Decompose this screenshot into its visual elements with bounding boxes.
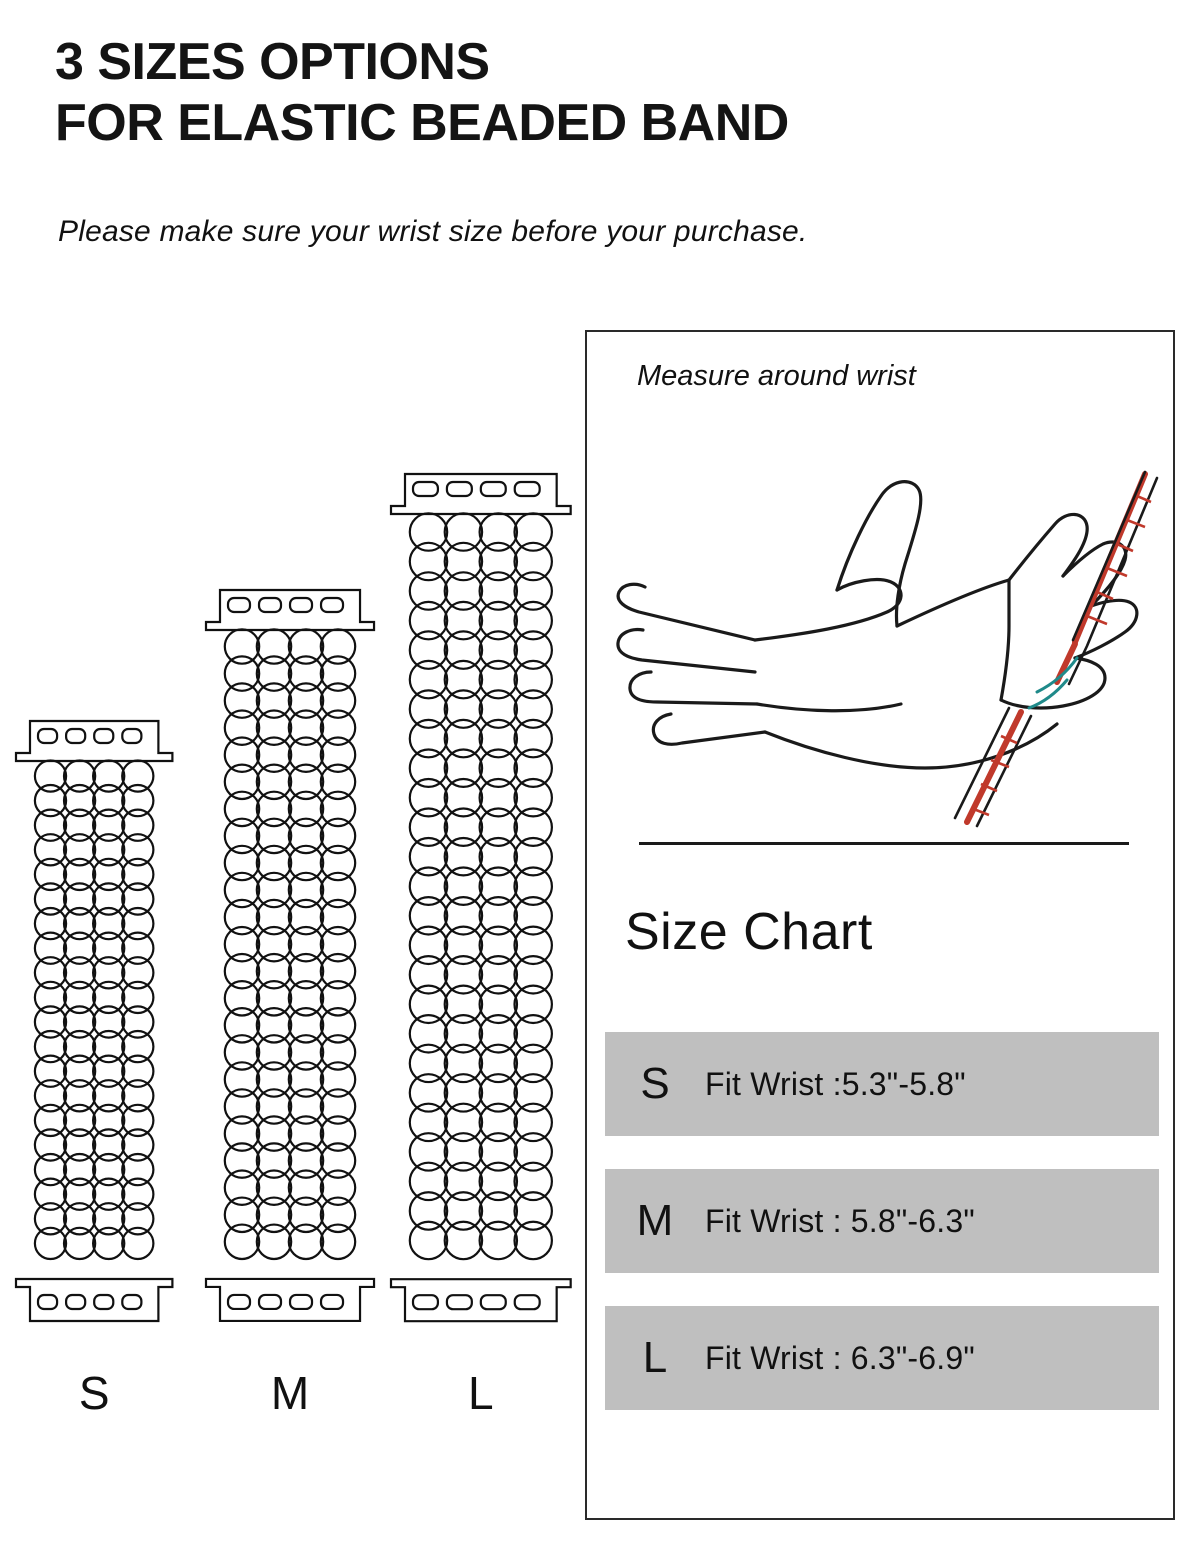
page-title-line-2: FOR ELASTIC BEADED BAND: [55, 94, 789, 153]
size-chart-row-s-fit: Fit Wrist :5.3"-5.8": [705, 1065, 966, 1102]
size-chart-row-l: [605, 1306, 1159, 1410]
size-chart-title: Size Chart: [625, 903, 873, 961]
band-label-small: S: [78, 1367, 110, 1419]
page-subtitle: Please make sure your wrist size before your purchase.: [58, 215, 808, 248]
panel-divider: [639, 842, 1129, 845]
size-chart-row-l-fit: Fit Wrist : 6.3"-6.9": [705, 1339, 975, 1376]
size-chart-panel: [585, 330, 1175, 1520]
band-size-illustrations: [0, 390, 580, 1450]
size-chart-row-s: [605, 1032, 1159, 1136]
measure-caption: Measure around wrist: [637, 360, 916, 392]
band-label-medium: M: [270, 1367, 310, 1419]
hand-with-measuring-tape-icon: [605, 412, 1165, 832]
size-chart-row-m-fit: Fit Wrist : 5.8"-6.3": [705, 1202, 975, 1239]
page-title-line-1: 3 SIZES OPTIONS: [55, 33, 490, 91]
size-chart-row-s-size: S: [640, 1059, 670, 1108]
size-chart-rows: [605, 1032, 1159, 1443]
band-label-large: L: [468, 1367, 494, 1419]
band-illustration-medium: [200, 584, 380, 1330]
size-chart-row-l-size: L: [642, 1333, 668, 1382]
size-chart-row-m: [605, 1169, 1159, 1273]
band-illustration-large: [385, 468, 577, 1330]
page-title: [55, 32, 1155, 155]
size-chart-row-m-size: M: [636, 1196, 674, 1245]
band-illustration-small: [10, 715, 178, 1330]
